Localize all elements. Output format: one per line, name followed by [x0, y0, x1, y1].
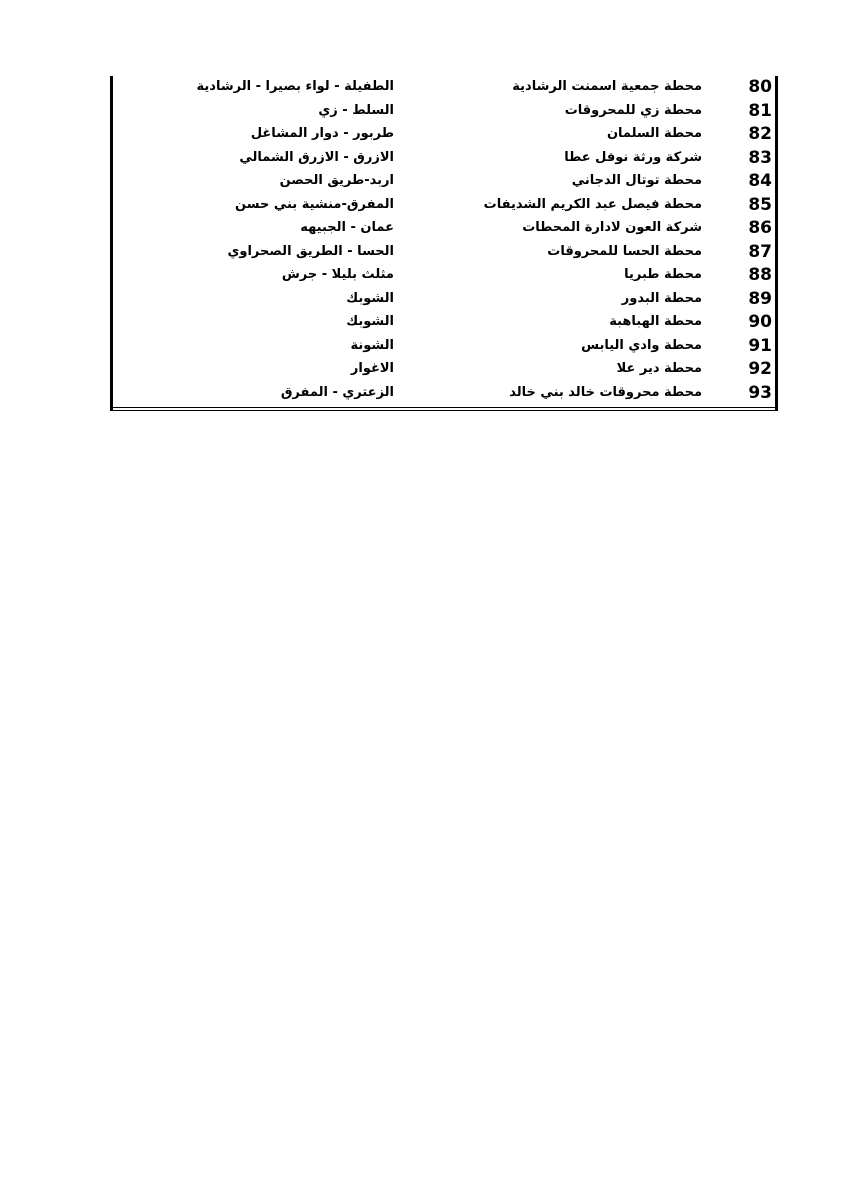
row-number: 82 [748, 124, 772, 144]
table-row [110, 382, 778, 406]
station-location: الطفيلة - لواء بصيرا - الرشادية [196, 79, 394, 94]
station-location: الشوبك [346, 314, 394, 329]
station-name: محطة وادي اليابس [581, 337, 702, 353]
row-number: 86 [748, 218, 772, 238]
station-location: الشونة [350, 337, 394, 353]
table-bottom-border-double [110, 410, 778, 411]
station-location: اربد-طريق الحصن [279, 173, 394, 188]
station-location: الحسا - الطريق الصحراوي [227, 243, 394, 259]
row-number: 88 [748, 265, 772, 285]
station-name: محطة الهباهبة [609, 314, 702, 329]
table-row [110, 335, 778, 359]
table-bottom-border [110, 407, 778, 408]
table-body [110, 76, 778, 405]
table-row [110, 170, 778, 194]
row-number: 93 [748, 382, 772, 403]
row-number: 85 [748, 194, 772, 215]
station-location: السلط - زي [318, 102, 394, 118]
station-location: الازرق - الازرق الشمالي [239, 149, 394, 165]
station-name: شركة ورثة نوفل عطا [564, 149, 702, 165]
station-location: الشوبك [346, 290, 394, 306]
stations-table [110, 76, 778, 410]
table-row [110, 264, 778, 288]
station-location: الاغوار [350, 361, 394, 376]
station-name: محطة السلمان [606, 126, 702, 141]
row-number: 81 [748, 100, 772, 121]
station-name: محطة جمعية اسمنت الرشادية [512, 79, 702, 94]
row-number: 83 [748, 147, 772, 168]
station-name: محطة زي للمحروقات [564, 102, 702, 118]
row-number: 91 [748, 335, 772, 356]
station-location: عمان - الجبيهه [300, 220, 394, 235]
row-number: 87 [748, 241, 772, 262]
station-name: شركة العون لادارة المحطات [522, 220, 702, 235]
row-number: 89 [748, 288, 772, 309]
row-number: 84 [748, 171, 772, 191]
row-number: 80 [748, 77, 772, 97]
station-name: محطة البدور [621, 290, 702, 306]
station-name: محطة طبريا [624, 267, 702, 282]
table-row [110, 311, 778, 335]
station-name: محطة محروقات خالد بني خالد [509, 384, 702, 400]
station-name: محطة توتال الدجاني [571, 173, 702, 188]
station-location: طربور - دوار المشاغل [250, 126, 394, 141]
table-row [110, 241, 778, 265]
table-row [110, 288, 778, 312]
station-name: محطة الحسا للمحروقات [547, 243, 702, 259]
station-location: المفرق-منشية بني حسن [235, 196, 394, 212]
table-row [110, 358, 778, 382]
station-location: الزعتري - المفرق [280, 384, 394, 400]
station-name: محطة فيصل عبد الكريم الشديفات [483, 196, 702, 212]
table-row [110, 217, 778, 241]
table-row [110, 123, 778, 147]
table-row [110, 100, 778, 124]
row-number: 92 [748, 359, 772, 379]
station-name: محطة دير علا [616, 361, 702, 376]
table-row [110, 147, 778, 171]
station-location: مثلث بليلا - جرش [281, 267, 394, 282]
table-row [110, 194, 778, 218]
table-row [110, 76, 778, 100]
row-number: 90 [748, 312, 772, 332]
